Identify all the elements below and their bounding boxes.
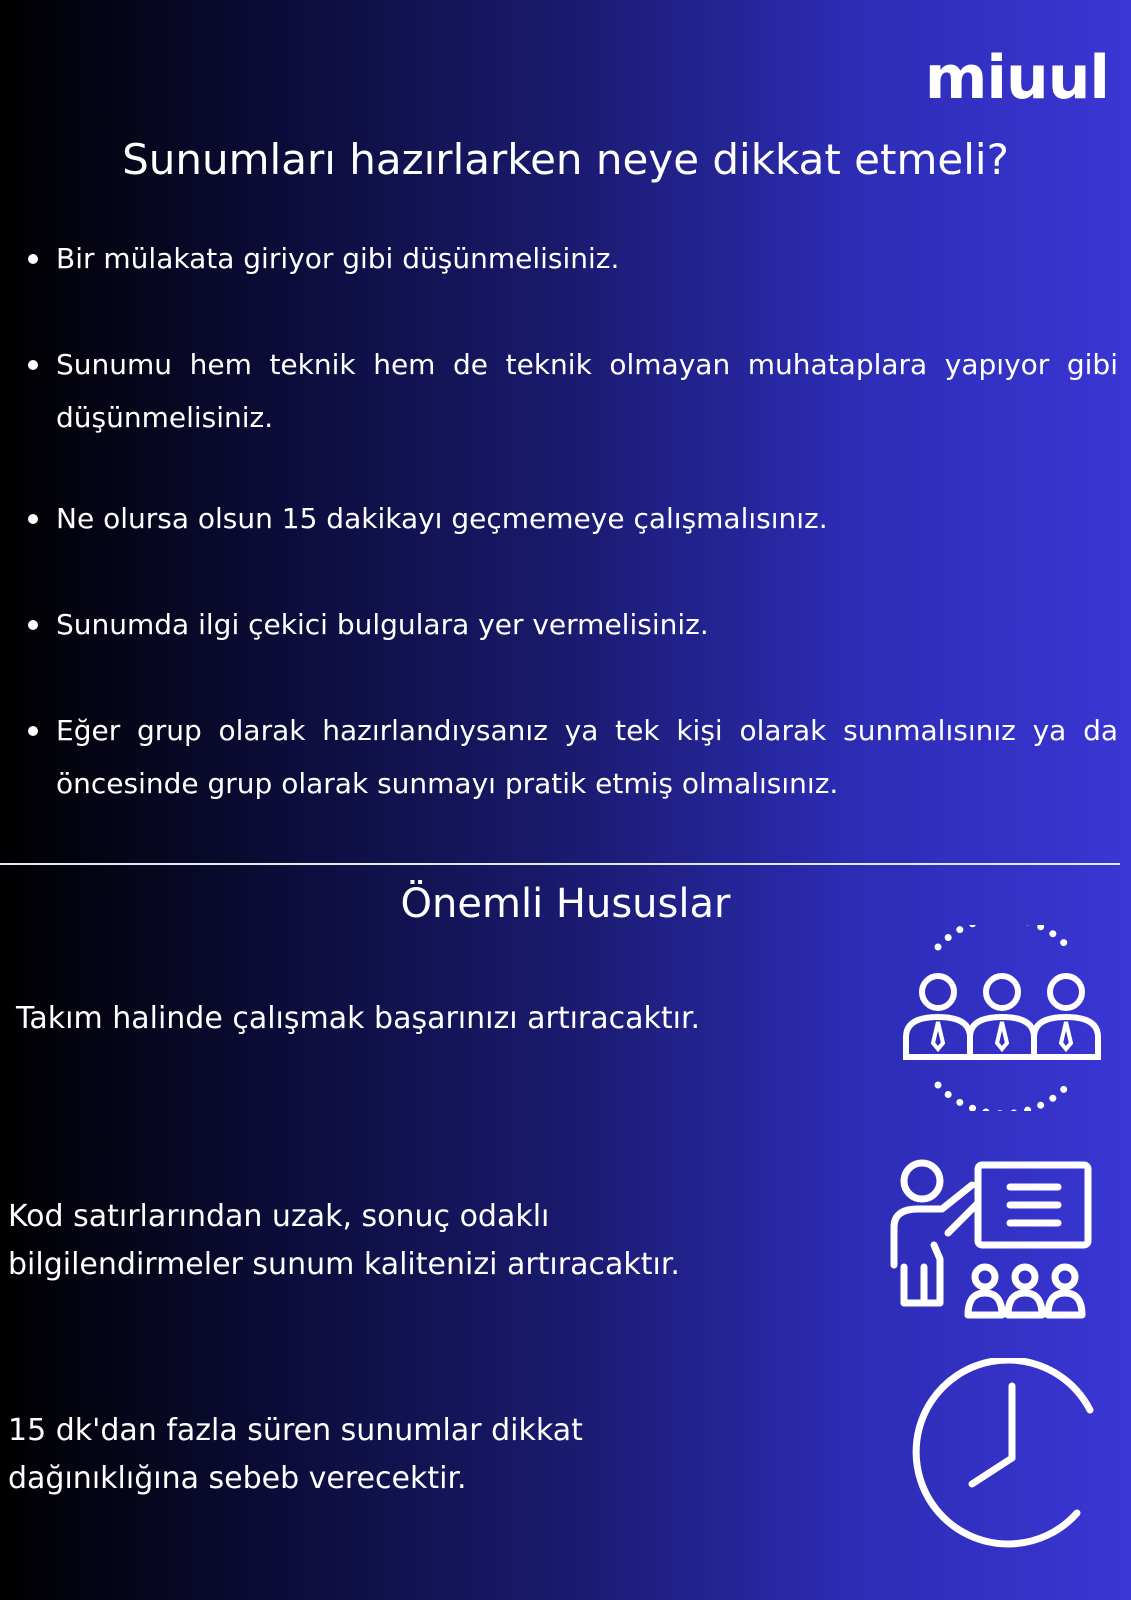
point-teamwork (16, 995, 700, 1043)
list-item-text: Bir mülakata giriyor gibi düşünmelisiniz. (56, 242, 620, 275)
point-text-line: Kod satırlarından uzak, sonuç odaklı (8, 1199, 550, 1234)
point-text: Takım halinde çalışmak başarınızı artıracaktır. (16, 1001, 701, 1036)
bullet-dot-icon (28, 254, 38, 264)
bullet-dot-icon (28, 360, 38, 370)
bullet-dot-icon (28, 620, 38, 630)
list-item (28, 338, 1118, 444)
section-title: Önemli Hususlar (400, 881, 731, 927)
section-divider (0, 863, 1120, 865)
list-item (28, 598, 1118, 651)
point-duration (8, 1407, 583, 1503)
team-icon (898, 925, 1108, 1111)
list-item (28, 704, 1118, 810)
point-text-line: 15 dk'dan fazla süren sunumlar dikkat (8, 1413, 583, 1448)
clock-icon (912, 1358, 1112, 1558)
point-text-line: dağınıklığına sebeb verecektir. (8, 1461, 467, 1496)
bullet-dot-icon (28, 514, 38, 524)
list-item-text: Sunumda ilgi çekici bulgulara yer vermelisiniz. (56, 608, 709, 641)
list-item (28, 492, 1118, 545)
list-item-text: Eğer grup olarak hazırlandıysanız ya tek kişi olarak sunmalısınız ya da öncesinde grup olarak sunmayı pratik etmiş olmalısınız. (56, 714, 1118, 800)
bullet-dot-icon (28, 726, 38, 736)
point-text-line: bilgilendirmeler sunum kalitenizi artıracaktır. (8, 1247, 680, 1282)
point-result-focused (8, 1193, 680, 1289)
list-item-text: Ne olursa olsun 15 dakikayı geçmemeye çalışmalısınız. (56, 502, 828, 535)
page-title: Sunumları hazırlarken neye dikkat etmeli? (122, 135, 1009, 184)
miuul-logo: miuul (924, 43, 1109, 113)
list-item (28, 232, 1118, 285)
list-item-text: Sunumu hem teknik hem de teknik olmayan muhataplara yapıyor gibi düşünmelisiniz. (56, 348, 1118, 434)
presentation-icon (890, 1155, 1100, 1325)
